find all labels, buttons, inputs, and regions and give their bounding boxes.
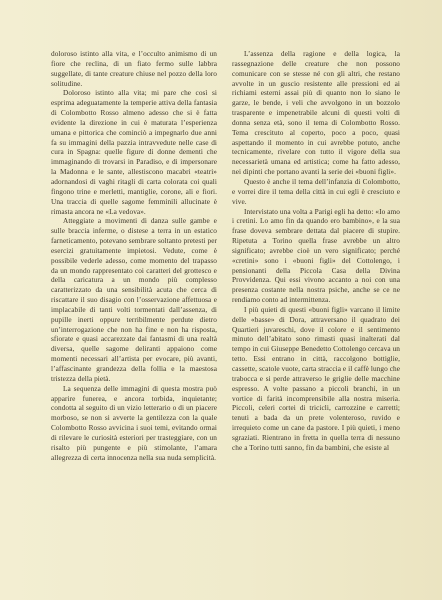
- paragraph: Doloroso istinto alla vita; mi pare che così si esprima adeguatamente la temperie attiva della fantasia di Colombotto Rosso almeno adesso che si è fatta evidente la direzione in cui è maturata l’esperienza umana e pittorica che cominciò a impegnarlo due anni fa su immagini della pazzia intravvedute nelle case di cura in Spagna: quelle figure di donne dementi che immaginando di trovarsi in Paradiso, e di impersonare la Madonna e le sante, allestiscono macabri «teatri» adornandosi di vaghi ritagli di carta colorata coi quali fingono trine e merletti, mantiglie, corone, ali e fiori. Una traccia di quelle sagome femminili allucinate è rimasta ancora ne «La vedova».: [51, 88, 217, 216]
- right-text-column: [232, 49, 400, 453]
- paragraph: Questo è anche il tema dell’infanzia di Colombotto, e vorrei dire il tema della città in cui egli è cresciuto e vive.: [232, 176, 400, 206]
- paragraph: L’assenza della ragione e della logica, la rassegnazione delle creature che non possono comunicare con se stesse né con gli altri, che restano avvolte in un guscio resistente alle pressioni ed ai richiami esterni assai più di quanto non lo siano le garze, le bende, i veli che avvolgono in un bozzolo trasparente e impenetrabile alcuni di questi volti di donna senza età, sono il tema di Colombotto Rosso. Tema crescituto al coperto, poco a poco, quasi aspettando il momento in cui avrebbe potuto, anche tecnicamente, rivelare con tutto il vigore della sua necessarietà umana ed artistica; come ha fatto adesso, nei dipinti che portano avanti la serie dei «buoni figli».: [232, 49, 400, 177]
- paragraph: Intervistato una volta a Parigi egli ha detto: «Io amo i cretini. Lo amo fin da quando ero bambino», e la sua frase doveva sembrare dettata dal piacere di stupire. Ripetuta a Torino quella frase avrebbe un altro significato; avrebbe cioè un vero significato; perché «cretini» sono i «buoni figli» del Cottolengo, i pensionanti della Piccola Casa della Divina Provvidenza. Qui essi vivono accanto a noi con una presenza costante nella nostra psiche, anche se ce ne rendiamo conto ad intermittenza.: [232, 206, 400, 305]
- paragraph: doloroso istinto alla vita, e l’occulto animismo di un fiore che reclina, di un fiato fermo sulle labbra suggellate, di tante creature chiuse nel pozzo della loro solitudine.: [51, 49, 217, 88]
- paragraph: Atteggiate a movimenti di danza sulle gambe e sulle braccia inferme, o distese a terra in un estatico farneticamento, potevano sembrare soltanto pretesti per esercizi gratuitamente impietosi. Vedute, come è possibile vederle adesso, come momento del trapasso da un mondo rappresentato coi caratteri del grottesco e della caricatura a un mondo più complesso caratterizzato da una sensibilità acuta che cerca di riscattare il suo disagio con l’osservazione affettuosa e implacabile di tanti volti tormentati dall’assenza, di pupille inerti oppure terribilmente perdute dietro un’interrogazione che non ha fine e non ha risposta, sfiorate e quasi accarezzate dai fantasmi di una realtà diversa, quelle sagome deliranti appaiono come momenti necessari all’artista per evocare, più avanti, l’affascinante grandezza della follia e la maestosa tristezza della pietà.: [51, 216, 217, 383]
- paragraph: La sequenza delle immagini di questa mostra può apparire funerea, e ancora torbida, inquietante; condotta al seguito di un vizio letterario o di un piacere morboso, se non si avverte la gentilezza con la quale Colombotto Rosso avvicina i suoi temi, evitando ormai di rilevare le curiosità esteriori per trasteggiare, con un risalto più pungente e più stimolante, l’amara allegrezza di certa innocenza nella sua nuda semplicità.: [51, 383, 217, 462]
- paragraph: I più quieti di questi «buoni figli» varcano il limite delle «basse» di Dora, attraversano il quadrato dei Quartieri juvareschi, dove il colore e il sentimento minuto dell’abitato sono rimasti quasi inalterati dal tempo in cui Giuseppe Benedetto Cottolengo cercava un tetto. Essi entrano in città, raccolgono bottiglie, cassette, scatole vuote, carta straccia e il caffè lungo che trabocca e si perde attraverso le griglie delle macchine espresso. A volte passano a piccoli branchi, in un vortice di farità incomprensibile alla nostra miseria. Piccoli, celeri cortei di tricicli, carrozzine e carretti; tenuti a bada da un prete volenteroso, ruvido e irrequieto come un cane da pastore. I più quieti, i meno sgraziati. Rientrano in fretta in quella terra di nessuno che a Torino tutti sanno, fin da bambini, che esiste al: [232, 304, 400, 452]
- left-text-column: [51, 49, 217, 462]
